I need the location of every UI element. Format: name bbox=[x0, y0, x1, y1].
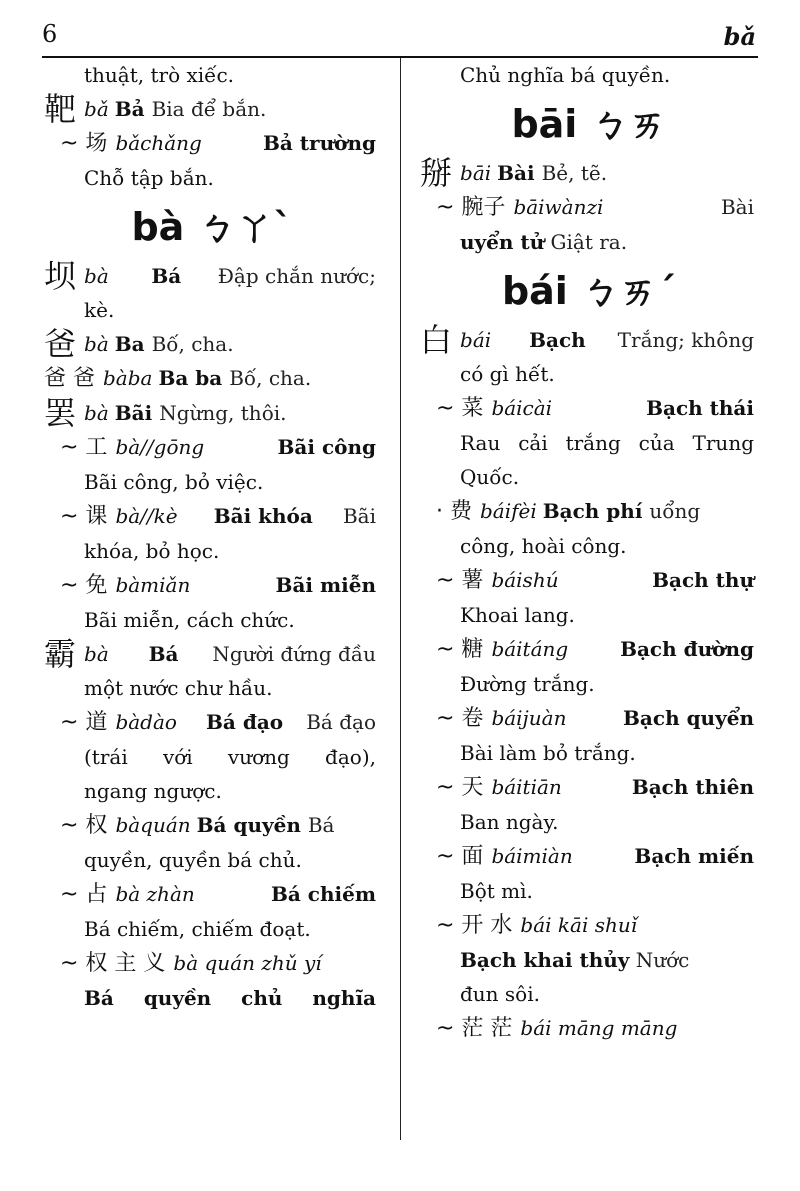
pinyin: bàdào bbox=[115, 710, 177, 734]
hanzi: ~ 占 bbox=[60, 882, 108, 907]
column-divider bbox=[400, 58, 401, 1140]
hanzi: ~ 茫 茫 bbox=[436, 1016, 513, 1041]
hanzi: ~ 薯 bbox=[436, 568, 484, 593]
syllable-heading: bà ㄅㄚˋ bbox=[131, 205, 293, 249]
definition-text: uổng bbox=[649, 499, 701, 523]
pinyin: bà quán zhǔ yí bbox=[173, 951, 322, 975]
pinyin: bái māng māng bbox=[520, 1016, 678, 1040]
pinyin: bà bbox=[84, 642, 109, 666]
definition-text: Bá bbox=[307, 813, 335, 837]
definition-text: Bãi bbox=[342, 504, 376, 528]
hanzi: ~ 开 水 bbox=[436, 913, 513, 938]
dictionary-entry bbox=[44, 637, 380, 671]
subentry-continuation: Rau cải trắng của Trung bbox=[460, 431, 754, 455]
han-viet-reading: Bá đạo bbox=[206, 710, 284, 734]
definition-text: Trắng; không bbox=[617, 328, 754, 352]
hanzi: ~ 天 bbox=[436, 775, 484, 800]
subentry bbox=[420, 1011, 758, 1046]
subentry-continuation: ngang ngược. bbox=[84, 779, 222, 803]
hanzi: 白 bbox=[420, 321, 453, 359]
han-viet-reading: Bãi khóa bbox=[213, 504, 313, 528]
subentry-continuation: Đường trắng. bbox=[460, 672, 595, 696]
left-column bbox=[44, 58, 380, 1015]
pinyin: bǎchǎng bbox=[115, 131, 202, 155]
pinyin: bà zhàn bbox=[115, 882, 195, 906]
hanzi: ~ 道 bbox=[60, 710, 108, 735]
subentry bbox=[44, 946, 380, 981]
pinyin: bà bbox=[84, 401, 109, 425]
hanzi: ~ 面 bbox=[436, 844, 484, 869]
definition-text: Đập chắn nước; bbox=[217, 264, 376, 288]
dictionary-entry bbox=[44, 92, 380, 126]
pinyin: báifèi bbox=[480, 499, 537, 523]
han-viet-reading: Ba ba bbox=[158, 366, 230, 390]
running-head: bǎ bbox=[723, 22, 756, 51]
pinyin: bà bbox=[84, 332, 109, 356]
subentry-continuation: Bá chiếm, chiếm đoạt. bbox=[84, 917, 311, 941]
definition-text: Bá đạo bbox=[306, 710, 376, 734]
pinyin: bāi bbox=[460, 161, 492, 185]
hanzi: 爸 爸 bbox=[44, 366, 95, 391]
pinyin: bà//kè bbox=[115, 504, 178, 528]
subentry bbox=[420, 563, 758, 598]
dictionary-entry bbox=[44, 259, 380, 293]
definition-text: Bia để bắn. bbox=[151, 97, 267, 121]
definition-continuation: một nước chư hầu. bbox=[84, 676, 273, 700]
subentry bbox=[420, 190, 758, 225]
hanzi: ~ 腕子 bbox=[436, 195, 506, 220]
subentry-continuation bbox=[420, 225, 758, 259]
subentry bbox=[420, 494, 758, 529]
subentry-continuation: công, hoài công. bbox=[460, 534, 627, 558]
dictionary-entry bbox=[44, 361, 380, 396]
subentry-continuation: Bài làm bỏ trắng. bbox=[460, 741, 636, 765]
pinyin: bà//gōng bbox=[115, 435, 205, 459]
hanzi: ~ 课 bbox=[60, 504, 108, 529]
subentry-continuation: Chỗ tập bắn. bbox=[84, 166, 214, 190]
pinyin: báicài bbox=[491, 396, 553, 420]
pinyin: bàquán bbox=[115, 813, 191, 837]
han-viet-reading: Bạch thự bbox=[652, 568, 754, 592]
definition-text: Bố, cha. bbox=[151, 332, 234, 356]
dictionary-entry bbox=[420, 323, 758, 357]
subentry-continuation: Bãi miễn, cách chức. bbox=[84, 608, 295, 632]
han-viet-reading: Bạch đường bbox=[620, 637, 754, 661]
syllable-heading: bāi ㄅㄞ bbox=[511, 102, 667, 146]
han-viet-reading: Bá chiếm bbox=[270, 882, 376, 906]
pinyin: bái bbox=[460, 328, 492, 352]
hanzi: ~ 免 bbox=[60, 573, 108, 598]
definition-text: Nước bbox=[629, 948, 690, 972]
hanzi: ~ 权 主 义 bbox=[60, 951, 166, 976]
pinyin: báitiān bbox=[491, 775, 562, 799]
hanzi: 掰 bbox=[420, 154, 453, 192]
definition-continuation: thuật, trò xiếc. bbox=[84, 63, 235, 87]
definition-text: Bài bbox=[720, 195, 754, 219]
han-viet-reading: Bãi công bbox=[277, 435, 376, 459]
han-viet-reading: uyển tử bbox=[460, 230, 545, 254]
pinyin: báijuàn bbox=[491, 706, 567, 730]
subentry-continuation: Quốc. bbox=[460, 465, 520, 489]
subentry-continuation: quyền, quyền bá chủ. bbox=[84, 848, 302, 872]
han-viet-reading: Bả trường bbox=[262, 131, 376, 155]
hanzi: 坝 bbox=[44, 257, 77, 295]
subentry-continuation: Khoai lang. bbox=[460, 603, 575, 627]
definition-continuation: có gì hết. bbox=[460, 362, 555, 386]
subentry bbox=[420, 908, 758, 943]
han-viet-reading: Bạch thiên bbox=[631, 775, 754, 799]
han-viet-reading: Bạch bbox=[529, 328, 586, 352]
subentry bbox=[44, 499, 380, 534]
subentry-continuation: khóa, bỏ học. bbox=[84, 539, 220, 563]
han-viet-reading: Ba bbox=[114, 332, 152, 356]
subentry bbox=[44, 705, 380, 740]
han-viet-reading: Bá bbox=[148, 642, 179, 666]
subentry-continuation: Chủ nghĩa bá quyền. bbox=[460, 63, 671, 87]
han-viet-reading: Bạch miến bbox=[634, 844, 754, 868]
subentry bbox=[420, 701, 758, 736]
subentry-continuation: Ban ngày. bbox=[460, 810, 559, 834]
subentry bbox=[44, 568, 380, 603]
pinyin: báitáng bbox=[491, 637, 569, 661]
hanzi: ~ 卷 bbox=[436, 706, 484, 731]
subentry bbox=[420, 770, 758, 805]
subentry-continuation: Bá quyền chủ nghĩa bbox=[84, 986, 376, 1010]
right-column bbox=[420, 58, 758, 1046]
dictionary-entry bbox=[420, 156, 758, 190]
subentry-continuation: Bãi công, bỏ việc. bbox=[84, 470, 264, 494]
page-number: 6 bbox=[42, 20, 58, 48]
pinyin: bàba bbox=[103, 366, 153, 390]
page-header bbox=[42, 18, 758, 58]
dictionary-entry bbox=[44, 396, 380, 430]
han-viet-reading: Bạch khai thủy bbox=[460, 948, 630, 972]
definition-text: Ngừng, thôi. bbox=[159, 401, 287, 425]
pinyin: bàmiǎn bbox=[115, 573, 191, 597]
definition-text: Giật ra. bbox=[544, 230, 628, 254]
pinyin: bà bbox=[84, 264, 109, 288]
pinyin: bǎ bbox=[84, 97, 109, 121]
hanzi: ~ 糖 bbox=[436, 637, 484, 662]
hanzi: ~ 工 bbox=[60, 435, 108, 460]
subentry bbox=[420, 391, 758, 426]
han-viet-reading: Bài bbox=[497, 161, 542, 185]
hanzi: ~ 权 bbox=[60, 813, 108, 838]
hanzi: 霸 bbox=[44, 635, 77, 673]
subentry bbox=[44, 430, 380, 465]
definition-text: Bẻ, tẽ. bbox=[541, 161, 608, 185]
han-viet-reading: Bá bbox=[151, 264, 182, 288]
definition-continuation: kè. bbox=[84, 298, 115, 322]
hanzi: ~ 场 bbox=[60, 131, 108, 156]
hanzi: 罢 bbox=[44, 394, 77, 432]
han-viet-reading: Bãi miễn bbox=[275, 573, 376, 597]
pinyin: bāiwànzi bbox=[513, 195, 604, 219]
han-viet-reading: Bạch quyển bbox=[623, 706, 754, 730]
han-viet-reading: Bãi bbox=[114, 401, 160, 425]
han-viet-reading: Bạch phí bbox=[542, 499, 650, 523]
subentry bbox=[420, 632, 758, 667]
dictionary-entry bbox=[44, 327, 380, 361]
hanzi: ~ 菜 bbox=[436, 396, 484, 421]
pinyin: báishú bbox=[491, 568, 559, 592]
subentry-continuation: (trái với vương đạo), bbox=[84, 745, 376, 769]
definition-text: Bố, cha. bbox=[229, 366, 312, 390]
han-viet-reading: Bá quyền bbox=[196, 813, 308, 837]
subentry-continuation: đun sôi. bbox=[460, 982, 540, 1006]
pinyin: bái kāi shuǐ bbox=[520, 913, 638, 937]
syllable-heading: bái ㄅㄞˊ bbox=[501, 269, 677, 313]
hanzi: · 费 bbox=[436, 499, 472, 524]
han-viet-reading: Bả bbox=[114, 97, 152, 121]
subentry bbox=[44, 126, 380, 161]
han-viet-reading: Bạch thái bbox=[646, 396, 754, 420]
subentry bbox=[44, 808, 380, 843]
subentry bbox=[44, 877, 380, 912]
pinyin: báimiàn bbox=[491, 844, 573, 868]
subentry-continuation bbox=[420, 943, 758, 977]
hanzi: 靶 bbox=[44, 90, 77, 128]
hanzi: 爸 bbox=[44, 325, 77, 363]
subentry-continuation: Bột mì. bbox=[460, 879, 533, 903]
definition-text: Người đứng đầu bbox=[212, 642, 376, 666]
subentry bbox=[420, 839, 758, 874]
